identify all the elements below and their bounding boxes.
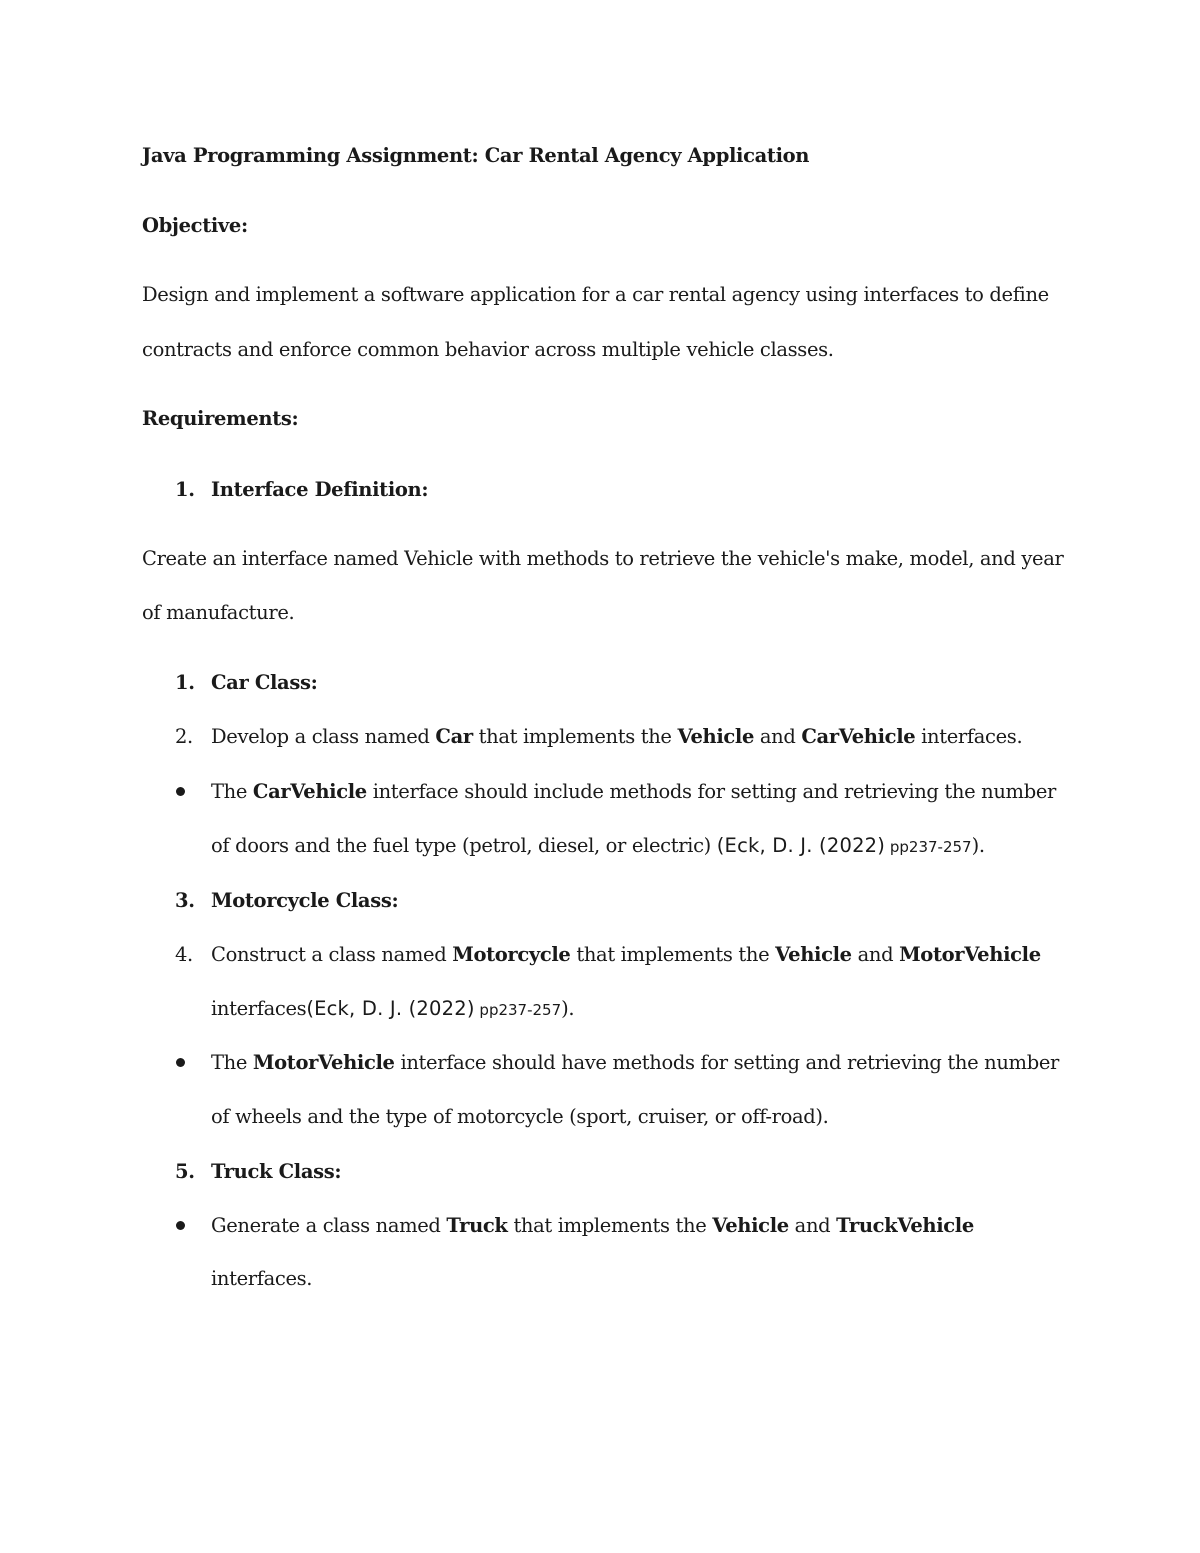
bullet-icon xyxy=(176,1221,185,1230)
car-class-label: Car Class: xyxy=(211,671,318,694)
bullet-icon xyxy=(176,787,185,796)
page-range: pp237-257 xyxy=(474,1001,562,1019)
list-number: 1. xyxy=(175,671,195,694)
motorcycle-class-label: Motorcycle Class: xyxy=(211,889,399,912)
motorvehicle-text-line-1: The MotorVehicle interface should have methods for setting and retrieving the number xyxy=(211,1051,1059,1074)
interface-definition-label: Interface Definition: xyxy=(211,478,429,501)
list-number: 4. xyxy=(175,943,193,966)
list-number: 2. xyxy=(175,725,193,748)
objective-text-line-2: contracts and enforce common behavior across multiple vehicle classes. xyxy=(142,338,834,361)
truck-text-line-1: Generate a class named Truck that implements the Vehicle and TruckVehicle xyxy=(211,1214,974,1237)
citation: (Eck, D. J. (2022) xyxy=(306,997,475,1020)
interface-definition-text-line-1: Create an interface named Vehicle with methods to retrieve the vehicle's make, model, and year xyxy=(142,547,1064,570)
car-develop-text: Develop a class named Car that implements the Vehicle and CarVehicle interfaces. xyxy=(211,725,1023,748)
list-number: 5. xyxy=(175,1160,195,1183)
carvehicle-text-line-2: of doors and the fuel type (petrol, diesel, or electric) (Eck, D. J. (2022) pp237-257). xyxy=(211,834,985,857)
page-range: pp237-257 xyxy=(885,838,972,856)
list-number: 3. xyxy=(175,889,195,912)
carvehicle-text-line-1: The CarVehicle interface should include methods for setting and retrieving the number xyxy=(211,780,1056,803)
objective-text-line-1: Design and implement a software application for a car rental agency using interfaces to define xyxy=(142,283,1049,306)
truck-text-line-2: interfaces. xyxy=(211,1267,313,1290)
document-title: Java Programming Assignment: Car Rental Agency Application xyxy=(142,144,810,167)
list-number: 1. xyxy=(175,478,195,501)
motorcycle-construct-text-line-2: interfaces(Eck, D. J. (2022) pp237-257). xyxy=(211,997,575,1020)
motorcycle-construct-text-line-1: Construct a class named Motorcycle that implements the Vehicle and MotorVehicle xyxy=(211,943,1041,966)
interface-definition-text-line-2: of manufacture. xyxy=(142,601,295,624)
objective-heading: Objective: xyxy=(142,214,248,237)
citation: (Eck, D. J. (2022) xyxy=(716,834,886,857)
motorvehicle-text-line-2: of wheels and the type of motorcycle (sport, cruiser, or off-road). xyxy=(211,1105,829,1128)
requirements-heading: Requirements: xyxy=(142,407,299,430)
truck-class-label: Truck Class: xyxy=(211,1160,342,1183)
bullet-icon xyxy=(176,1058,185,1067)
